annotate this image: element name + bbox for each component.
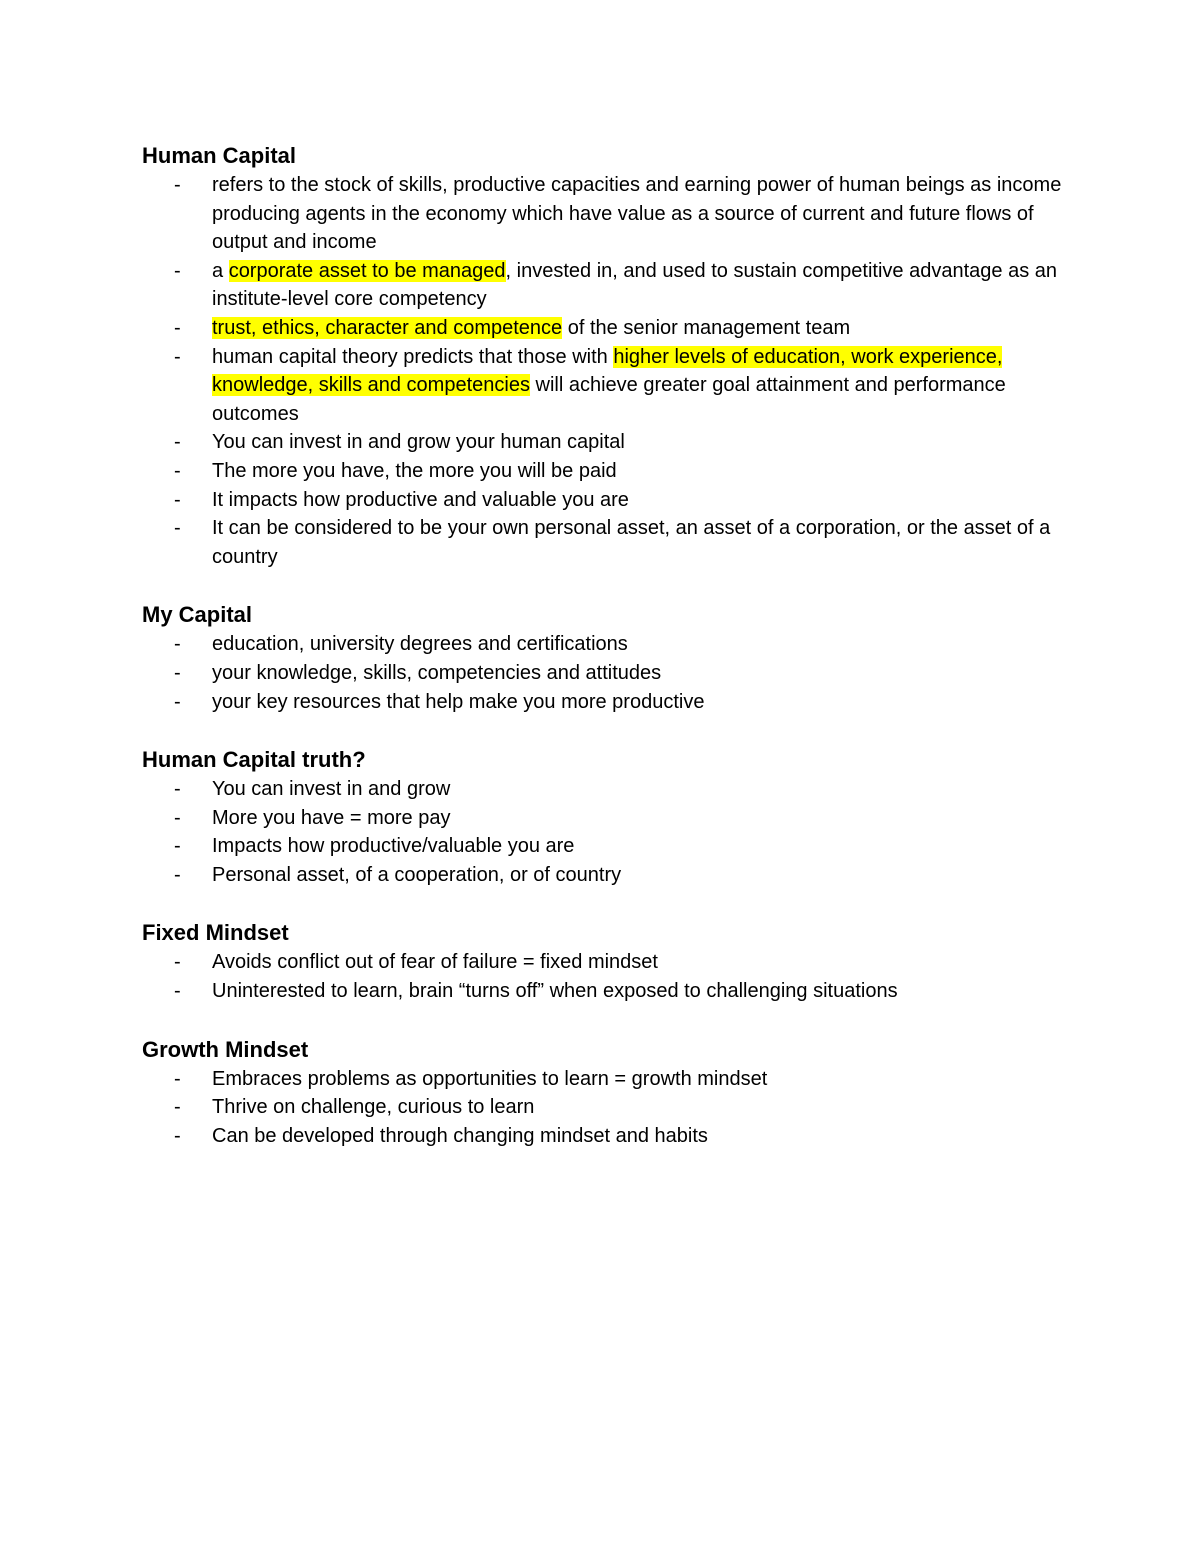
bullet-dash: - [174,517,181,540]
section-human-capital-truth [142,745,1080,889]
item-text: The more you have, the more you will be paid [212,459,617,482]
document-body [142,141,1080,1150]
list-item [142,804,1082,833]
bullet-dash: - [174,259,181,282]
list-item [142,171,1082,257]
list-item [142,775,1082,804]
list-item [142,630,1082,659]
item-text: of the senior management team [562,316,851,339]
list-item [142,457,1082,486]
list-item [142,257,1082,314]
item-text: Can be developed through changing mindset and habits [212,1124,708,1147]
list-item [142,1065,1082,1094]
section-growth-mindset [142,1035,1080,1151]
bullet-dash: - [174,1067,181,1090]
item-text: will achieve greater goal attainment and performance outcomes [212,374,1006,425]
item-text: You can invest in and grow your human capital [212,431,625,454]
bullet-dash: - [174,951,181,974]
bullet-list [142,775,1080,889]
item-text: refers to the stock of skills, productive capacities and earning power of human beings as income producing agents in the economy which have value as a source of current and future flows of output and income [212,174,1062,254]
item-text: Personal asset, of a cooperation, or of country [212,863,622,886]
bullet-list [142,630,1080,716]
list-item [142,1093,1082,1122]
list-item [142,1122,1082,1151]
item-text: human capital theory predicts that those with [212,345,614,368]
section-heading: Fixed Mindset [142,920,289,946]
item-text: More you have = more pay [212,806,451,829]
item-text: Embraces problems as opportunities to learn = growth mindset [212,1067,768,1090]
bullet-dash: - [174,431,181,454]
section-heading: Growth Mindset [142,1036,309,1062]
bullet-dash: - [174,1124,181,1147]
item-text: Impacts how productive/valuable you are [212,835,575,858]
list-item [142,861,1082,890]
section-heading: Human Capital [142,143,297,168]
item-text: Thrive on challenge, curious to learn [212,1096,535,1119]
section-fixed-mindset [142,918,1080,1005]
list-item [142,688,1082,717]
bullet-dash: - [174,778,181,801]
bullet-dash: - [174,345,181,368]
bullet-dash: - [174,488,181,511]
section-human-capital [142,141,1080,571]
bullet-dash: - [174,980,181,1003]
bullet-list [142,948,1080,1005]
section-heading: Human Capital truth? [142,747,366,773]
bullet-dash: - [174,1096,181,1119]
bullet-list [142,1065,1080,1151]
item-text: It can be considered to be your own personal asset, an asset of a corporation, or the asset of a country [212,517,1051,568]
item-text: education, university degrees and certifications [212,633,628,656]
bullet-dash: - [174,174,181,196]
list-item [142,514,1082,571]
item-text: a [212,259,229,282]
bullet-dash: - [174,459,181,482]
list-item [142,428,1082,457]
item-text: your knowledge, skills, competencies and attitudes [212,661,662,684]
bullet-dash: - [174,690,181,713]
highlighted-text: corporate asset to be managed [228,259,506,282]
bullet-dash: - [174,661,181,684]
item-text: It impacts how productive and valuable you are [212,488,629,511]
list-item [142,948,1082,977]
list-item [142,314,1082,343]
list-item [142,486,1082,515]
item-text: Uninterested to learn, brain “turns off” when exposed to challenging situations [212,980,898,1003]
highlighted-text: trust, ethics, character and competence [212,316,563,339]
bullet-dash: - [174,633,181,656]
item-text: You can invest in and grow [212,778,451,801]
item-text: your key resources that help make you more productive [212,690,705,713]
bullet-dash: - [174,316,181,339]
bullet-list [142,171,1080,571]
bullet-dash: - [174,806,181,829]
section-my-capital [142,600,1080,716]
list-item [142,977,1082,1006]
item-text: Avoids conflict out of fear of failure = fixed mindset [212,951,658,974]
bullet-dash: - [174,835,181,858]
list-item [142,659,1082,688]
highlighted-text: higher levels of education, work experience, knowledge, skills and competencies [212,345,1003,397]
bullet-dash: - [174,863,181,886]
section-heading: My Capital [142,602,253,628]
item-text: , invested in, and used to sustain competitive advantage as an institute-level core competency [212,259,1058,311]
list-item [142,343,1082,429]
list-item [142,832,1082,861]
